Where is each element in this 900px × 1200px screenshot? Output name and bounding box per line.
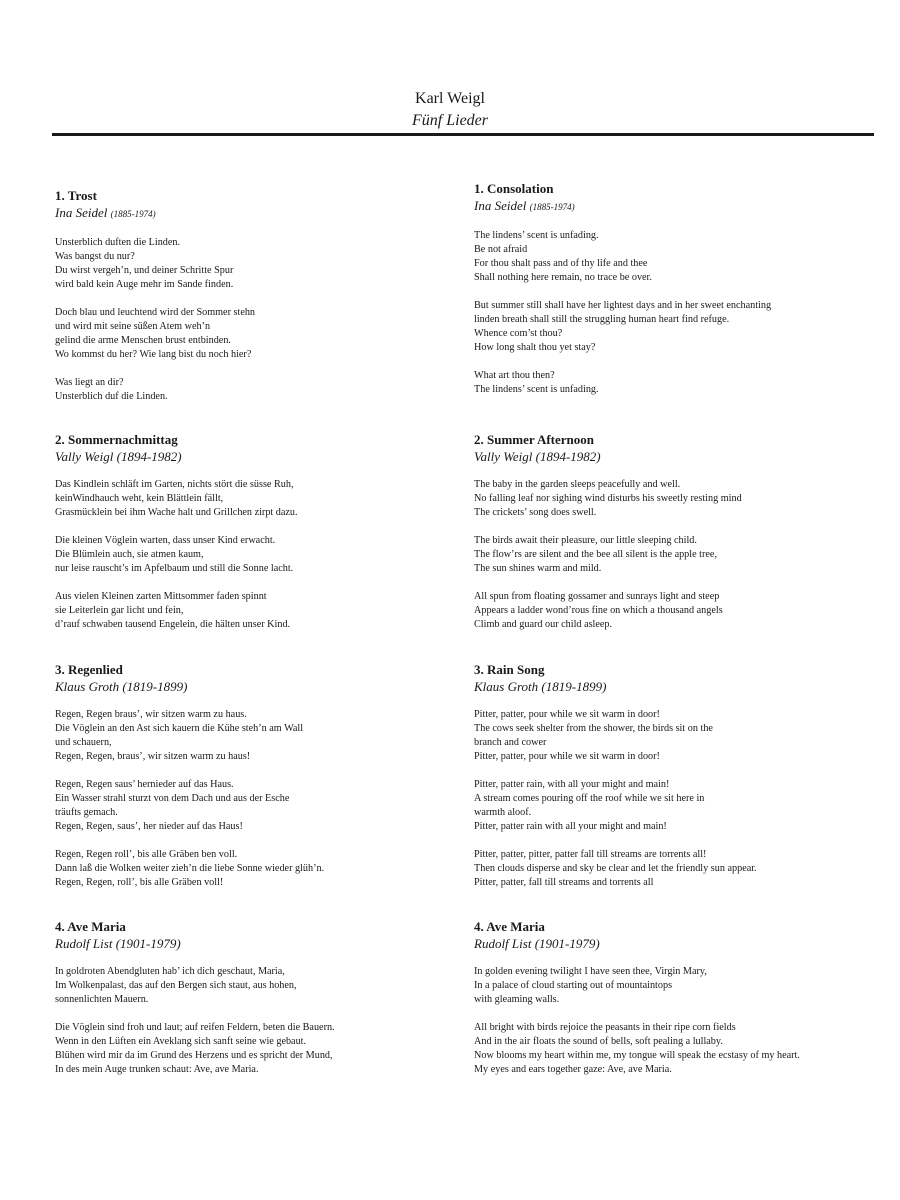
lyric-line: Regen, Regen, roll’, bis alle Gräben voll! xyxy=(55,877,224,888)
song-1-german xyxy=(55,187,455,418)
lyric-line: The birds await their pleasure, our little sleeping child. xyxy=(474,535,697,546)
stanza xyxy=(55,708,455,764)
poet-name: Ina Seidel xyxy=(474,198,527,213)
lyric-line: linden breath shall still the struggling human heart find refuge. xyxy=(474,314,730,325)
stanza xyxy=(474,229,874,285)
lyric-line: Pitter, patter, fall till streams and torrents all xyxy=(474,877,654,888)
stanza xyxy=(474,965,874,1007)
work-title: Fünf Lieder xyxy=(412,112,488,129)
lyrics xyxy=(474,229,874,397)
song-1-english xyxy=(474,180,874,411)
song-3-english xyxy=(474,661,874,904)
lyric-line: The sun shines warm and mild. xyxy=(474,563,602,574)
stanza xyxy=(55,778,455,834)
lyric-line: Blühen wird mir da im Grund des Herzens und es spricht der Mund, xyxy=(55,1050,333,1061)
poet-line xyxy=(55,204,455,223)
lyric-line: und wird mit seine süßen Atem weh’n xyxy=(55,321,211,332)
lyric-line: Regen, Regen braus’, wir sitzen warm zu haus. xyxy=(55,709,247,720)
lyric-line: branch and cower xyxy=(474,737,547,748)
stanza xyxy=(474,478,874,520)
stanza xyxy=(55,376,455,404)
lyric-line: Pitter, patter, pour while we sit warm in door! xyxy=(474,751,660,762)
lyrics xyxy=(55,236,455,404)
stanza xyxy=(55,236,455,292)
poet-dates: (1819-1899) xyxy=(541,679,607,694)
lyric-line: Die kleinen Vöglein warten, dass unser Kind erwacht. xyxy=(55,535,276,546)
stanza xyxy=(474,848,874,890)
poet-name: Klaus Groth xyxy=(474,679,539,694)
poet-dates: (1894-1982) xyxy=(535,449,601,464)
song-title: 4. Ave Maria xyxy=(55,919,126,934)
lyric-line: My eyes and ears together gaze: Ave, ave Maria. xyxy=(474,1064,672,1075)
poet-dates: (1819-1899) xyxy=(122,679,188,694)
lyric-line: nur leise rauscht’s im Apfelbaum und still die Sonne lacht. xyxy=(55,563,294,574)
lyric-line: keinWindhauch weht, kein Blättlein fällt, xyxy=(55,493,224,504)
poet-line xyxy=(474,935,874,952)
lyric-line: Regen, Regen saus’ hernieder auf das Haus. xyxy=(55,779,234,790)
poet-name: Rudolf List xyxy=(55,936,113,951)
song-title: 3. Regenlied xyxy=(55,662,123,677)
lyric-line: gelind die arme Menschen brust entbinden. xyxy=(55,335,231,346)
stanza xyxy=(55,590,455,632)
lyric-line: How long shalt thou yet stay? xyxy=(474,342,596,353)
lyric-line: Be not afraid xyxy=(474,244,528,255)
lyric-line: Then clouds disperse and sky be clear and let the friendly sun appear. xyxy=(474,863,757,874)
lyric-line: Grasmücklein bei ihm Wache halt und Grillchen zirpt dazu. xyxy=(55,507,298,518)
song-title: 2. Sommernachmittag xyxy=(55,432,178,447)
lyric-line: Wo kommst du her? Wie lang bist du noch hier? xyxy=(55,349,252,360)
poet-dates: (1901-1979) xyxy=(115,936,181,951)
stanza xyxy=(474,1021,874,1077)
lyric-line: All bright with birds rejoice the peasants in their ripe corn fields xyxy=(474,1022,736,1033)
song-2-german xyxy=(55,431,455,646)
song-2-english xyxy=(474,431,874,646)
song-3-german xyxy=(55,661,455,904)
lyric-line: warmth aloof. xyxy=(474,807,532,818)
lyric-line: Now blooms my heart within me, my tongue will speak the ecstasy of my heart. xyxy=(474,1050,800,1061)
lyric-line: Im Wolkenpalast, das auf den Bergen sich staut, aus hohen, xyxy=(55,980,297,991)
lyrics xyxy=(474,478,874,632)
lyric-line: Pitter, patter rain, with all your might and main! xyxy=(474,779,670,790)
composer-name: Karl Weigl xyxy=(415,90,485,107)
song-title: 1. Trost xyxy=(55,188,97,203)
lyric-line: Die Blümlein auch, sie atmen kaum, xyxy=(55,549,204,560)
lyric-line: Pitter, patter, pour while we sit warm in door! xyxy=(474,709,660,720)
lyric-line: Regen, Regen, braus’, wir sitzen warm zu haus! xyxy=(55,751,251,762)
lyric-line: Pitter, patter rain with all your might and main! xyxy=(474,821,667,832)
lyric-line: d’rauf schwaben tausend Engelein, die hälten unser Kind. xyxy=(55,619,291,630)
lyric-line: The crickets’ song does swell. xyxy=(474,507,597,518)
poet-line xyxy=(55,678,455,695)
lyric-line: Die Vöglein an den Ast sich kauern die Kühe steh’n am Wall xyxy=(55,723,304,734)
lyric-line: The lindens’ scent is unfading. xyxy=(474,384,599,395)
lyric-line: But summer still shall have her lightest days and in her sweet enchanting xyxy=(474,300,772,311)
lyric-line: And in the air floats the sound of bells, soft pealing a lullaby. xyxy=(474,1036,723,1047)
lyric-line: What art thou then? xyxy=(474,370,555,381)
song-title: 3. Rain Song xyxy=(474,662,545,677)
lyric-line: Dann laß die Wolken weiter zieh’n die liebe Sonne wieder glüh’n. xyxy=(55,863,325,874)
lyric-line: sie Leiterlein gar licht und fein, xyxy=(55,605,184,616)
lyric-line: Regen, Regen, saus’, her nieder auf das Haus! xyxy=(55,821,243,832)
lyric-line: Was bangst du nur? xyxy=(55,251,135,262)
lyric-line: sonnenlichten Mauern. xyxy=(55,994,149,1005)
lyric-line: Climb and guard our child asleep. xyxy=(474,619,613,630)
lyric-line: In des mein Auge trunken schaut: Ave, ave Maria. xyxy=(55,1064,259,1075)
poet-dates: (1894-1982) xyxy=(116,449,182,464)
song-title: 1. Consolation xyxy=(474,181,554,196)
lyric-line: The cows seek shelter from the shower, the birds sit on the xyxy=(474,723,713,734)
poet-name: Vally Weigl xyxy=(55,449,114,464)
lyric-line: The lindens’ scent is unfading. xyxy=(474,230,599,241)
song-title: 2. Summer Afternoon xyxy=(474,432,595,447)
stanza xyxy=(55,534,455,576)
stanza xyxy=(55,1021,455,1077)
lyric-line: All spun from floating gossamer and sunrays light and steep xyxy=(474,591,720,602)
song-4-german xyxy=(55,918,455,1091)
poet-name: Ina Seidel xyxy=(55,205,108,220)
song-4-english xyxy=(474,918,874,1091)
poet-name: Rudolf List xyxy=(474,936,532,951)
lyric-line: Ein Wasser strahl sturzt von dem Dach und aus der Esche xyxy=(55,793,290,804)
stanza xyxy=(474,778,874,834)
lyric-line: In a palace of cloud starting out of mountaintops xyxy=(474,980,673,991)
stanza xyxy=(474,590,874,632)
lyric-line: träufts gemach. xyxy=(55,807,118,818)
lyric-line: A stream comes pouring off the roof while we sit here in xyxy=(474,793,705,804)
stanza xyxy=(474,534,874,576)
lyric-line: Unsterblich duften die Linden. xyxy=(55,237,181,248)
lyrics xyxy=(474,965,874,1077)
lyric-line: Shall nothing here remain, no trace be over. xyxy=(474,272,652,283)
poet-name: Vally Weigl xyxy=(474,449,533,464)
poet-dates: (1901-1979) xyxy=(534,936,600,951)
poet-dates: (1885-1974) xyxy=(529,202,575,212)
lyric-line: und schauern, xyxy=(55,737,112,748)
lyric-line: The flow’rs are silent and the bee all silent is the apple tree, xyxy=(474,549,717,560)
lyric-line: wird bald kein Auge mehr im Sande finden. xyxy=(55,279,234,290)
lyrics xyxy=(55,965,455,1077)
poet-name: Klaus Groth xyxy=(55,679,120,694)
stanza xyxy=(474,369,874,397)
lyrics xyxy=(55,708,455,890)
lyric-line: with gleaming walls. xyxy=(474,994,560,1005)
lyric-line: Was liegt an dir? xyxy=(55,377,124,388)
lyric-line: Whence com’st thou? xyxy=(474,328,563,339)
lyric-line: In goldroten Abendgluten hab’ ich dich geschaut, Maria, xyxy=(55,966,285,977)
stanza xyxy=(55,306,455,362)
song-title: 4. Ave Maria xyxy=(474,919,545,934)
lyric-line: Regen, Regen roll’, bis alle Gräben ben voll. xyxy=(55,849,238,860)
poet-line xyxy=(474,448,874,465)
stanza xyxy=(55,848,455,890)
lyric-line: Die Vöglein sind froh und laut; auf reifen Feldern, beten die Bauern. xyxy=(55,1022,335,1033)
lyric-line: Das Kindlein schläft im Garten, nichts stört die süsse Ruh, xyxy=(55,479,294,490)
poet-line xyxy=(474,197,874,216)
lyric-line: Unsterblich duf die Linden. xyxy=(55,391,168,402)
header-rule xyxy=(52,133,874,136)
lyric-line: Du wirst vergeh’n, und deiner Schritte Spur xyxy=(55,265,234,276)
lyric-line: No falling leaf nor sighing wind disturbs his sweetly resting mind xyxy=(474,493,742,504)
poet-line xyxy=(55,935,455,952)
lyric-line: The baby in the garden sleeps peacefully and well. xyxy=(474,479,681,490)
lyric-line: For thou shalt pass and of thy life and thee xyxy=(474,258,648,269)
lyrics xyxy=(55,478,455,632)
lyric-line: Pitter, patter, pitter, patter fall till streams are torrents all! xyxy=(474,849,707,860)
stanza xyxy=(474,299,874,355)
poet-dates: (1885-1974) xyxy=(110,209,156,219)
lyric-line: Appears a ladder wond’rous fine on which a thousand angels xyxy=(474,605,723,616)
stanza xyxy=(55,965,455,1007)
stanza xyxy=(55,478,455,520)
lyric-line: Doch blau und leuchtend wird der Sommer stehn xyxy=(55,307,256,318)
stanza xyxy=(474,708,874,764)
lyric-line: In golden evening twilight I have seen thee, Virgin Mary, xyxy=(474,966,707,977)
lyric-line: Wenn in den Lüften ein Aveklang sich sanft seine wie gebaut. xyxy=(55,1036,307,1047)
page-header xyxy=(0,88,900,132)
poet-line xyxy=(55,448,455,465)
lyrics xyxy=(474,708,874,890)
poet-line xyxy=(474,678,874,695)
lyric-line: Aus vielen Kleinen zarten Mittsommer faden spinnt xyxy=(55,591,267,602)
